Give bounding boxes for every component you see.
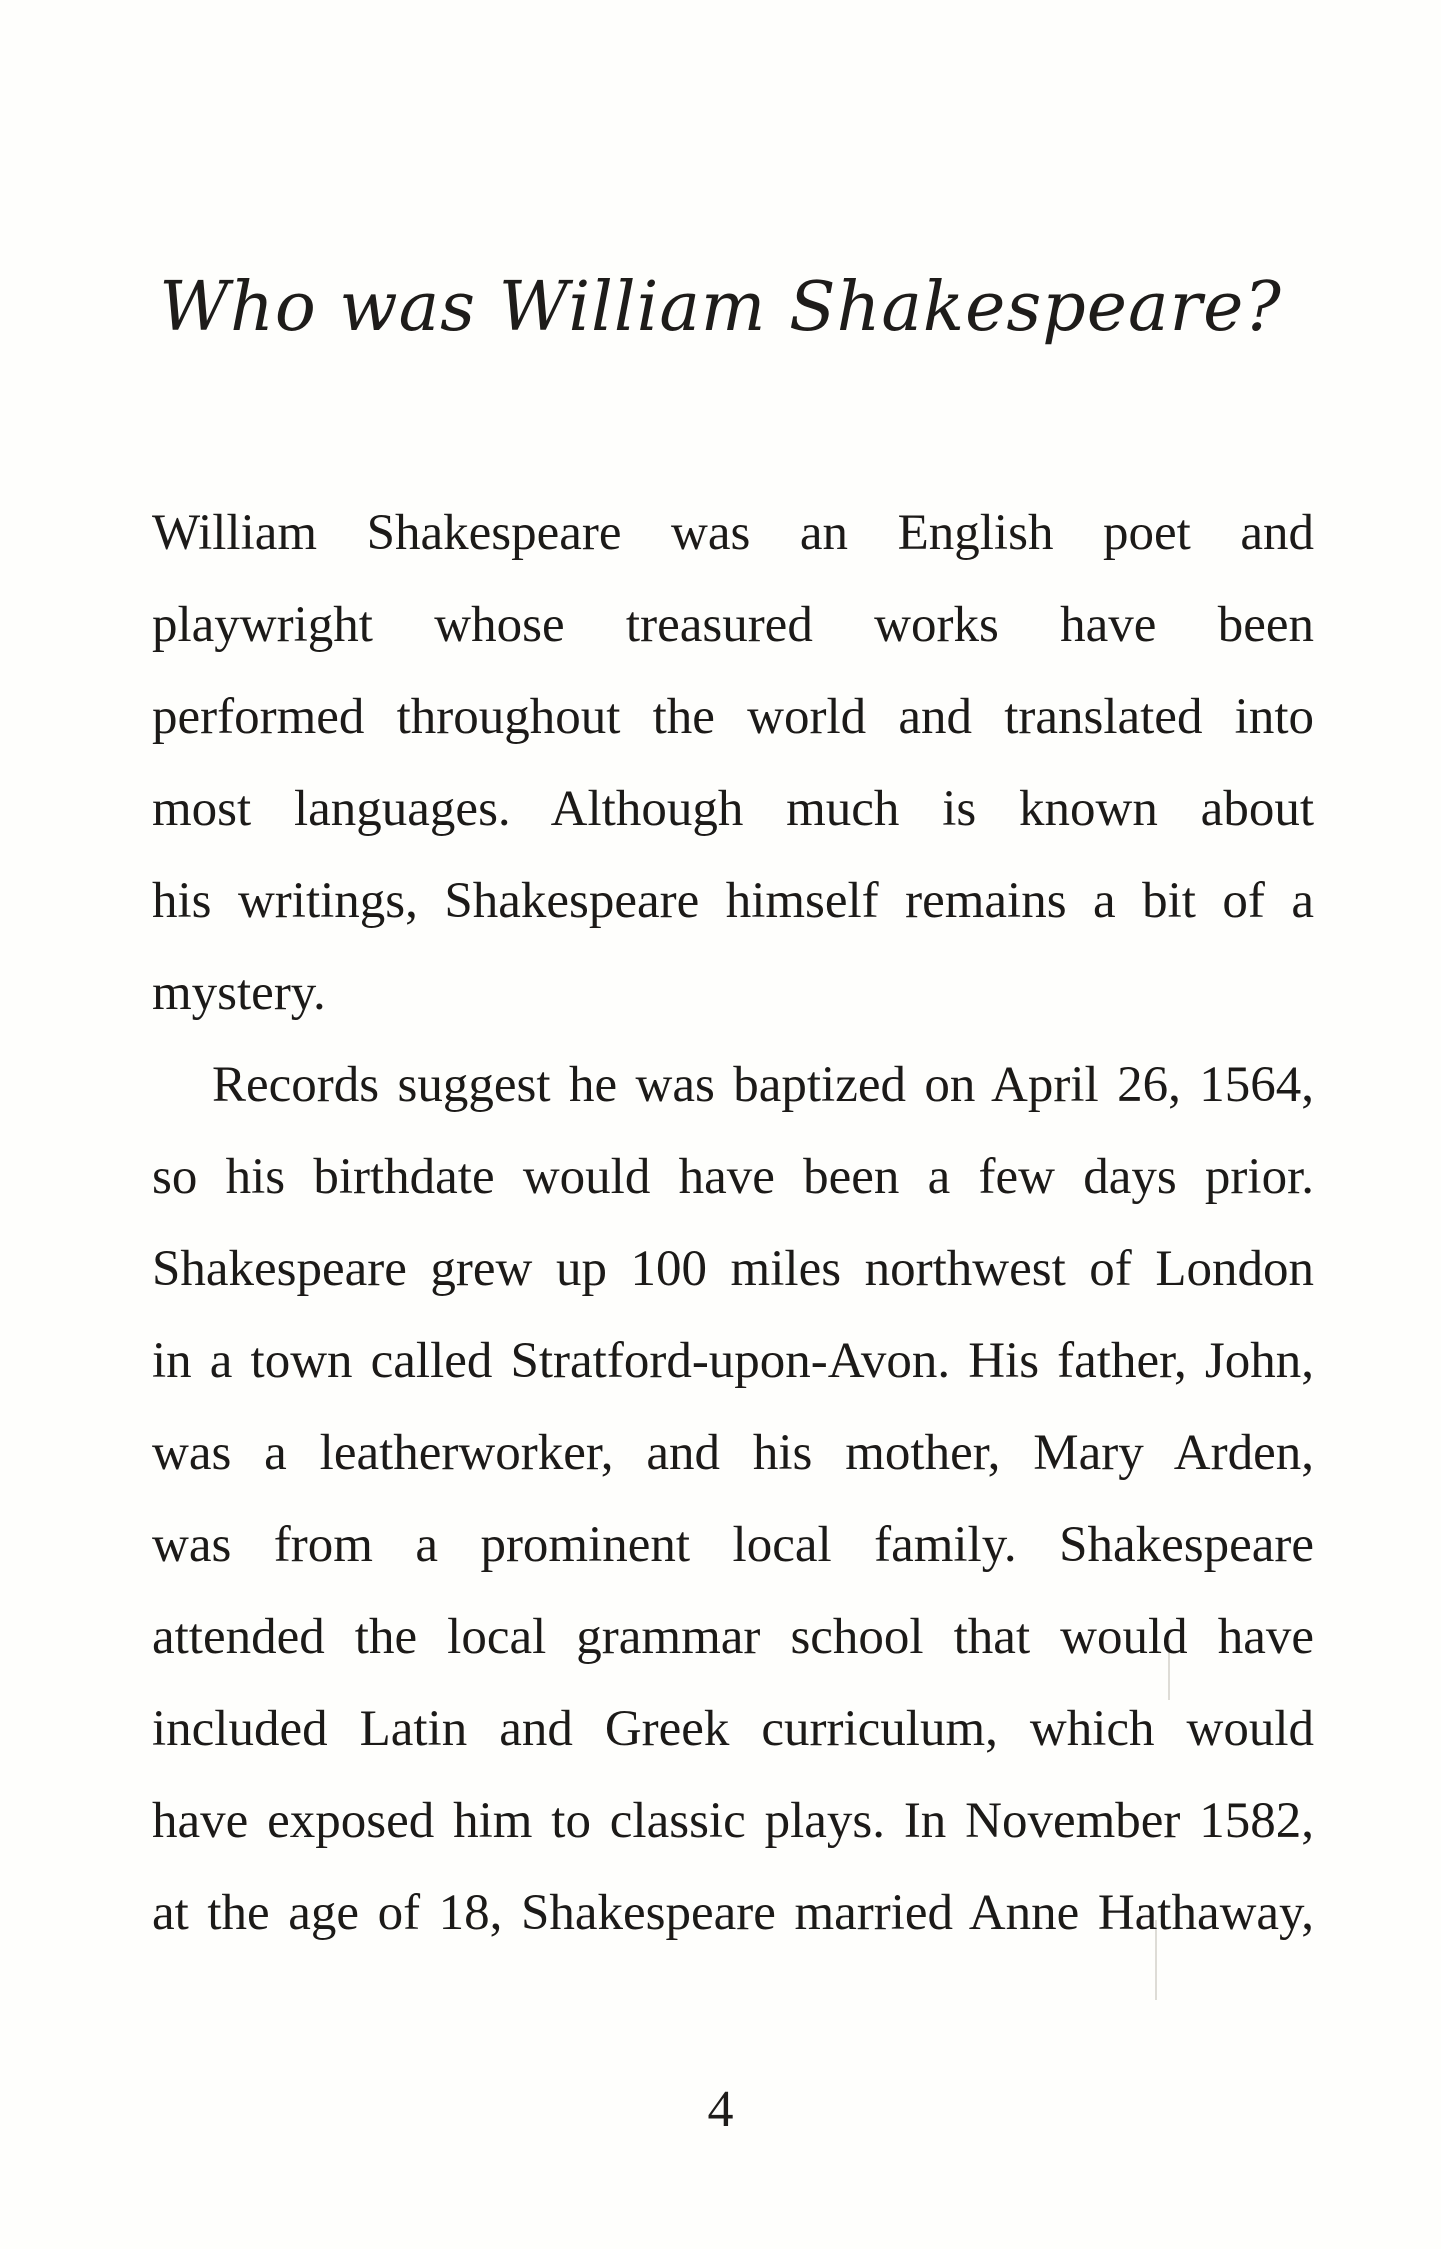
chapter-title: Who was William Shakespeare?	[159, 268, 1282, 347]
text-line: mystery.	[152, 965, 326, 1021]
text-line: his writings, Shakespeare himself remains a bit of a	[152, 873, 1314, 929]
text-line: included Latin and Greek curriculum, which would	[152, 1701, 1314, 1757]
text-line: most languages. Although much is known about	[152, 781, 1314, 837]
text-line: was a leatherworker, and his mother, Mary Arden,	[152, 1425, 1314, 1481]
text-line: playwright whose treasured works have been	[152, 597, 1314, 653]
text-line: attended the local grammar school that would have	[152, 1609, 1314, 1665]
text-line: Records suggest he was baptized on April 26, 1564,	[212, 1057, 1314, 1113]
text-line: have exposed him to classic plays. In November 1582,	[152, 1793, 1314, 1849]
text-line: at the age of 18, Shakespeare married Anne Hathaway,	[152, 1885, 1314, 1941]
paragraph-1	[152, 487, 1314, 1039]
text-line: so his birthdate would have been a few days prior.	[152, 1149, 1314, 1205]
body-text	[152, 487, 1314, 1959]
text-line: performed throughout the world and translated into	[152, 689, 1314, 745]
paragraph-2	[152, 1039, 1314, 1959]
text-line: William Shakespeare was an English poet and	[152, 505, 1314, 561]
text-line: in a town called Stratford-upon-Avon. His father, John,	[152, 1333, 1314, 1389]
text-line: Shakespeare grew up 100 miles northwest of London	[152, 1241, 1314, 1297]
text-line: was from a prominent local family. Shakespeare	[152, 1517, 1314, 1573]
page-number: 4	[707, 2081, 734, 2138]
